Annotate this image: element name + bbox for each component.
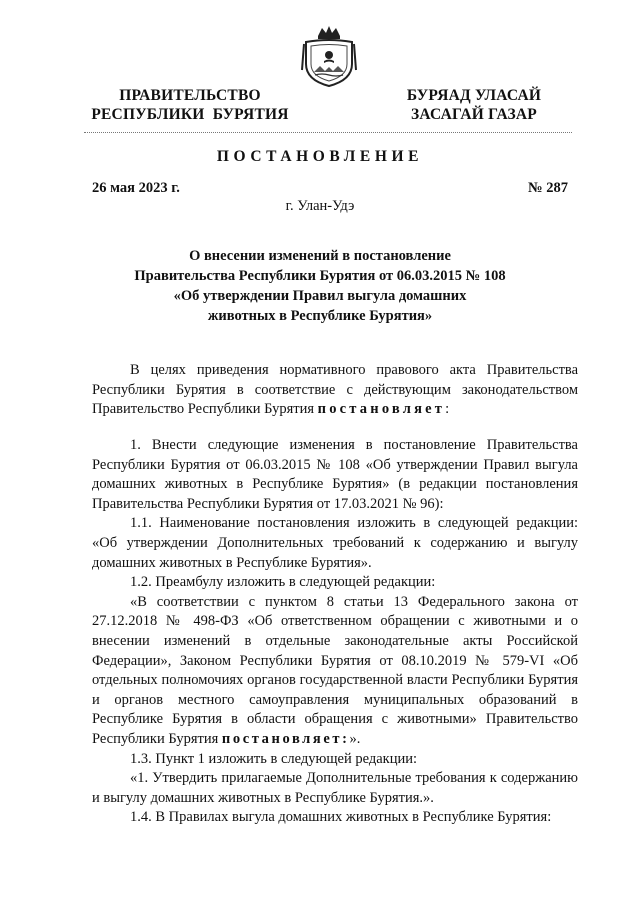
header-right-line2: ЗАСАГАЙ ГАЗАР <box>411 106 537 123</box>
preamble-end: : <box>445 401 450 418</box>
header-left-line1: ПРАВИТЕЛЬСТВО <box>119 87 261 104</box>
item-1: 1. Внести следующие изменения в постановление Правительства Республики Бурятия от 06.03.2015 № 108 «Об утверждении Правил выгула домашних животных в Республике Бурятия» (в редакции постановления Правительства Республики Бурятия от 17.03.2021 № 96): <box>92 437 578 512</box>
title-line3: «Об утверждении Правил выгула домашних <box>173 288 467 304</box>
header-org-ru <box>90 86 290 124</box>
document-date: 26 мая 2023 г. <box>92 180 180 196</box>
coat-of-arms-emblem-icon <box>300 22 358 90</box>
item-1-4: 1.4. В Правилах выгула домашних животных в Республике Бурятия: <box>130 809 552 826</box>
preamble-decree-word: постановляет <box>317 401 446 418</box>
title-line1: О внесении изменений в постановление <box>189 248 451 264</box>
document-type: ПОСТАНОВЛЕНИЕ <box>216 148 424 165</box>
preamble-text: В целях приведения нормативного правового акта Правительства Республики Бурятия в соответствие с действующим законодательством Правительство Республики Бурятия <box>92 362 578 418</box>
document-title <box>100 246 540 326</box>
header-org-bua <box>396 86 552 124</box>
item-1-1: 1.1. Наименование постановления изложить в следующей редакции: «Об утверждении Дополнительных требований к содержанию и выгулу домашних животных в Республике Бурятия». <box>92 515 578 571</box>
preamble-paragraph <box>92 361 578 420</box>
item-1-2-quote <box>92 593 578 750</box>
header-left-line2: РЕСПУБЛИКИ БУРЯТИЯ <box>91 106 289 123</box>
item-1-2-quote-text: «В соответствии с пунктом 8 статьи 13 Федерального закона от 27.12.2018 № 498-ФЗ «Об ответственном обращении с животными и о внесении изменений в отдельные законодательные акты Российской Федерации», Законом Республики Бурятия от 08.10.2019 № 579-VI «Об отдельных полномочиях органов государственной власти Республики Бурятия и органов местного самоуправления муниципальных образований в Республике Бурятия в области обращения с животными» Правительство Республики Бурятия <box>92 593 578 747</box>
document-city: г. Улан-Удэ <box>285 198 355 214</box>
preamble-block <box>92 361 578 420</box>
item-1-2-quote-end: ». <box>349 730 361 747</box>
title-line4: животных в Республике Бурятия» <box>207 308 433 324</box>
item-1-2-decree-word: постановляет: <box>221 730 350 747</box>
title-line2: Правительства Республики Бурятия от 06.03.2015 № 108 <box>134 268 506 284</box>
item-1-2: 1.2. Преамбулу изложить в следующей редакции: <box>130 574 436 591</box>
items-block <box>92 436 578 828</box>
item-1-3: 1.3. Пункт 1 изложить в следующей редакции: <box>130 750 418 767</box>
header-divider <box>84 132 572 133</box>
document-number: № 287 <box>528 180 568 196</box>
header-right-line1: БУРЯАД УЛАСАЙ <box>406 87 542 104</box>
item-1-3-quote: «1. Утвердить прилагаемые Дополнительные требования к содержанию и выгулу домашних животных в Республике Бурятия.». <box>92 770 578 806</box>
